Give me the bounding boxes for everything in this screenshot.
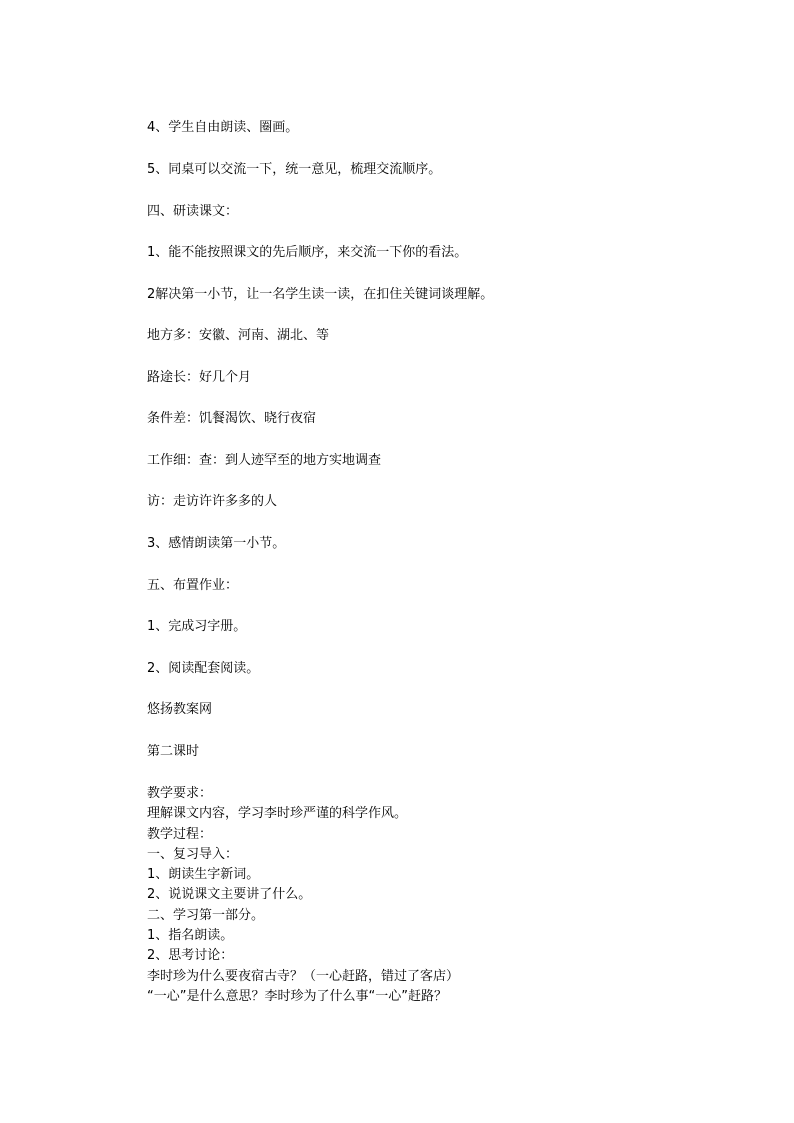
lesson-heading: 第二课时 xyxy=(147,744,200,759)
block-line: 教学过程： xyxy=(147,826,213,842)
block-line: 1、指名朗读。 xyxy=(147,928,234,944)
paragraph: 工作细：查：到人迹罕至的地方实地调查 xyxy=(147,453,382,468)
block-line: “一心”是什么意思？李时珍为了什么事“一心”赶路？ xyxy=(147,988,447,1004)
site-name: 悠扬教案网 xyxy=(147,702,213,717)
block-line: 一、复习导入： xyxy=(147,846,239,862)
paragraph: 1、能不能按照课文的先后顺序，来交流一下你的看法。 xyxy=(147,245,468,260)
lesson-plan-block xyxy=(147,784,459,1007)
paragraph: 5、同桌可以交流一下，统一意见，梳理交流顺序。 xyxy=(147,162,442,177)
paragraph: 4、学生自由朗读、圈画。 xyxy=(147,120,299,135)
block-line: 李时珍为什么要夜宿古寺？（一心赶路，错过了客店） xyxy=(147,968,460,984)
block-line: 1、朗读生字新词。 xyxy=(147,867,260,883)
paragraph: 访：走访许许多多的人 xyxy=(147,494,278,509)
paragraph: 2解决第一小节，让一名学生读一读，在扣住关键词谈理解。 xyxy=(147,287,494,302)
paragraph: 地方多：安徽、河南、湖北、等 xyxy=(147,328,330,343)
block-line: 理解课文内容，学习李时珍严谨的科学作风。 xyxy=(147,806,408,822)
block-line: 2、思考讨论： xyxy=(147,948,234,964)
paragraph: 2、阅读配套阅读。 xyxy=(147,661,260,676)
block-line: 教学要求： xyxy=(147,786,213,801)
section-heading: 四、研读课文： xyxy=(147,204,239,219)
paragraph: 1、完成习字册。 xyxy=(147,619,247,634)
paragraph: 路途长：好几个月 xyxy=(147,370,252,385)
paragraph: 3、感情朗读第一小节。 xyxy=(147,536,286,551)
block-line: 二、学习第一部分。 xyxy=(147,907,265,923)
section-heading: 五、布置作业： xyxy=(147,578,239,593)
paragraph: 条件差：饥餐渴饮、晓行夜宿 xyxy=(147,411,317,426)
block-line: 2、说说课文主要讲了什么。 xyxy=(147,887,312,903)
